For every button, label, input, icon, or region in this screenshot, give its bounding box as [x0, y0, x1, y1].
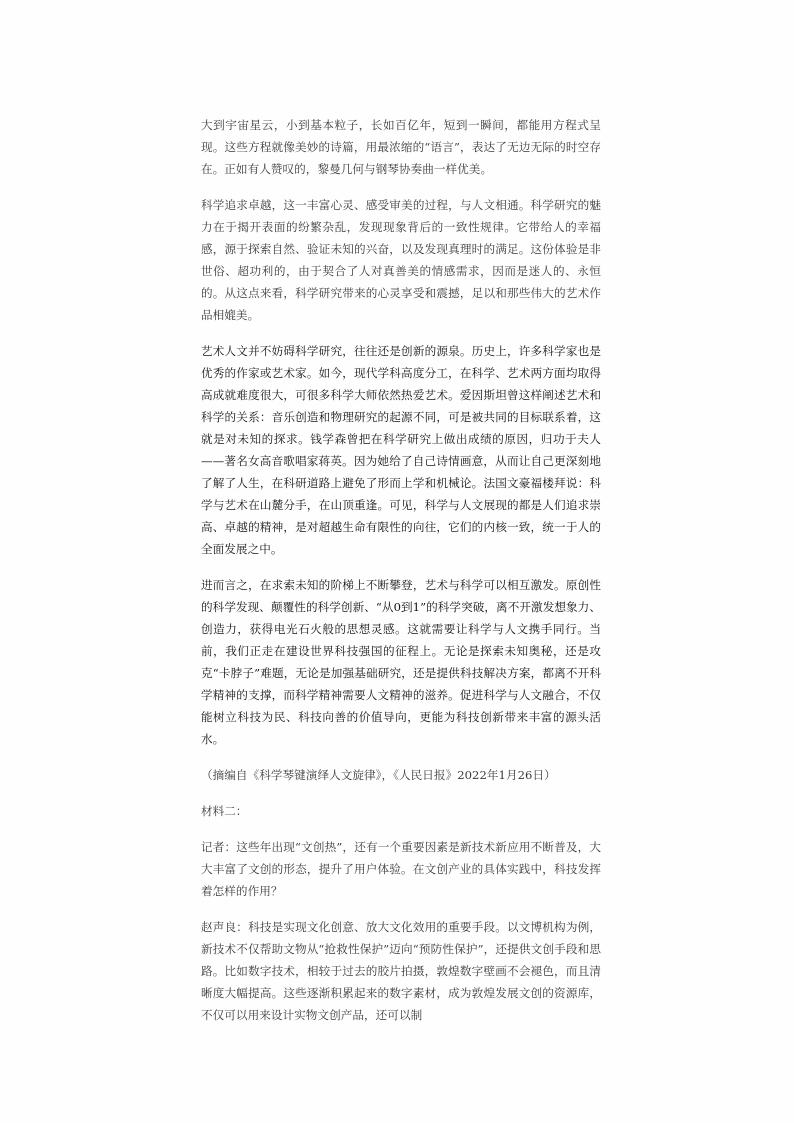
section-label: 材料二：	[201, 804, 248, 818]
dialogue-answer: 赵声良：科技是实现文化创意、放大文化效用的重要手段。以文博机构为例，新技术不仅帮助文物从“抢救性保护”迈向“预防性保护”，还提供文创手段和思路。比如数字技术，相较于过去的胶片拍摄，敦煌数字壁画不会褪色，而且清晰度大幅提高。这些逐渐积累起来的数字素材，成为敦煌发展文创的资源库，不仅可以用来设计实物文创产品，还可以制	[201, 920, 601, 1022]
dialogue-question: 记者：这些年出现“文创热”，还有一个重要因素是新技术新应用不断普及，大大丰富了文创的形态，提升了用户体验。在文创产业的具体实践中，科技发挥着怎样的作用？	[201, 840, 601, 898]
paragraph-4: 进而言之，在求索未知的阶梯上不断攀登，艺术与科学可以相互激发。原创性的科学发现、颠覆性的科学创新、“从0到1”的科学突破，离不开激发想象力、创造力，获得电光石火般的思想灵感。这就需要让科学与人文携手同行。当前，我们正走在建设世界科技强国的征程上。无论是探索未知奥秘，还是攻克“卡脖子”难题，无论是加强基础研究，还是提供科技解决方案，都离不开科学精神的支撑，而科学精神需要人文精神的滋养。促进科学与人文融合，不仅能树立科技为民、科技向善的价值导向，更能为科技创新带来丰富的源头活水。	[201, 578, 601, 746]
citation: （摘编自《科学琴键演绎人文旋律》，《人民日报》2022年1月26日）	[201, 768, 556, 782]
paragraph-1: 大到宇宙星云，小到基本粒子，长如百亿年，短到一瞬间，都能用方程式呈现。这些方程就像美妙的诗篇，用最浓缩的“语言”，表达了无边无际的时空存在。正如有人赞叹的，黎曼几何与钢琴协奏曲一样优美。	[201, 118, 601, 176]
document-body	[201, 114, 601, 1040]
paragraph-2: 科学追求卓越，这一丰富心灵、感受审美的过程，与人文相通。科学研究的魅力在于揭开表面的纷繁杂乱，发现现象背后的一致性规律。它带给人的幸福感，源于探索自然、验证未知的兴奋，以及发现真理时的满足。这份体验是非世俗、超功利的，由于契合了人对真善美的情感需求，因而是迷人的、永恒的。从这点来看，科学研究带来的心灵享受和震撼，足以和那些伟大的艺术作品相媲美。	[201, 198, 601, 322]
paragraph-3: 艺术人文并不妨碍科学研究，往往还是创新的源泉。历史上，许多科学家也是优秀的作家或艺术家。如今，现代学科高度分工，在科学、艺术两方面均取得高成就难度很大，可很多科学大师依然热爱艺术。爱因斯坦曾这样阐述艺术和科学的关系：音乐创造和物理研究的起源不同，可是被共同的目标联系着，这就是对未知的探求。钱学森曾把在科学研究上做出成绩的原因，归功于夫人——著名女高音歌唱家蒋英。因为她给了自己诗情画意，从而让自己更深刻地了解了人生，在科研道路上避免了形而上学和机械论。法国文豪福楼拜说：科学与艺术在山麓分手，在山顶重逢。可见，科学与人文展现的都是人们追求崇高、卓越的精神，是对超越生命有限性的向往，它们的内核一致，统一于人的全面发展之中。	[201, 344, 601, 556]
